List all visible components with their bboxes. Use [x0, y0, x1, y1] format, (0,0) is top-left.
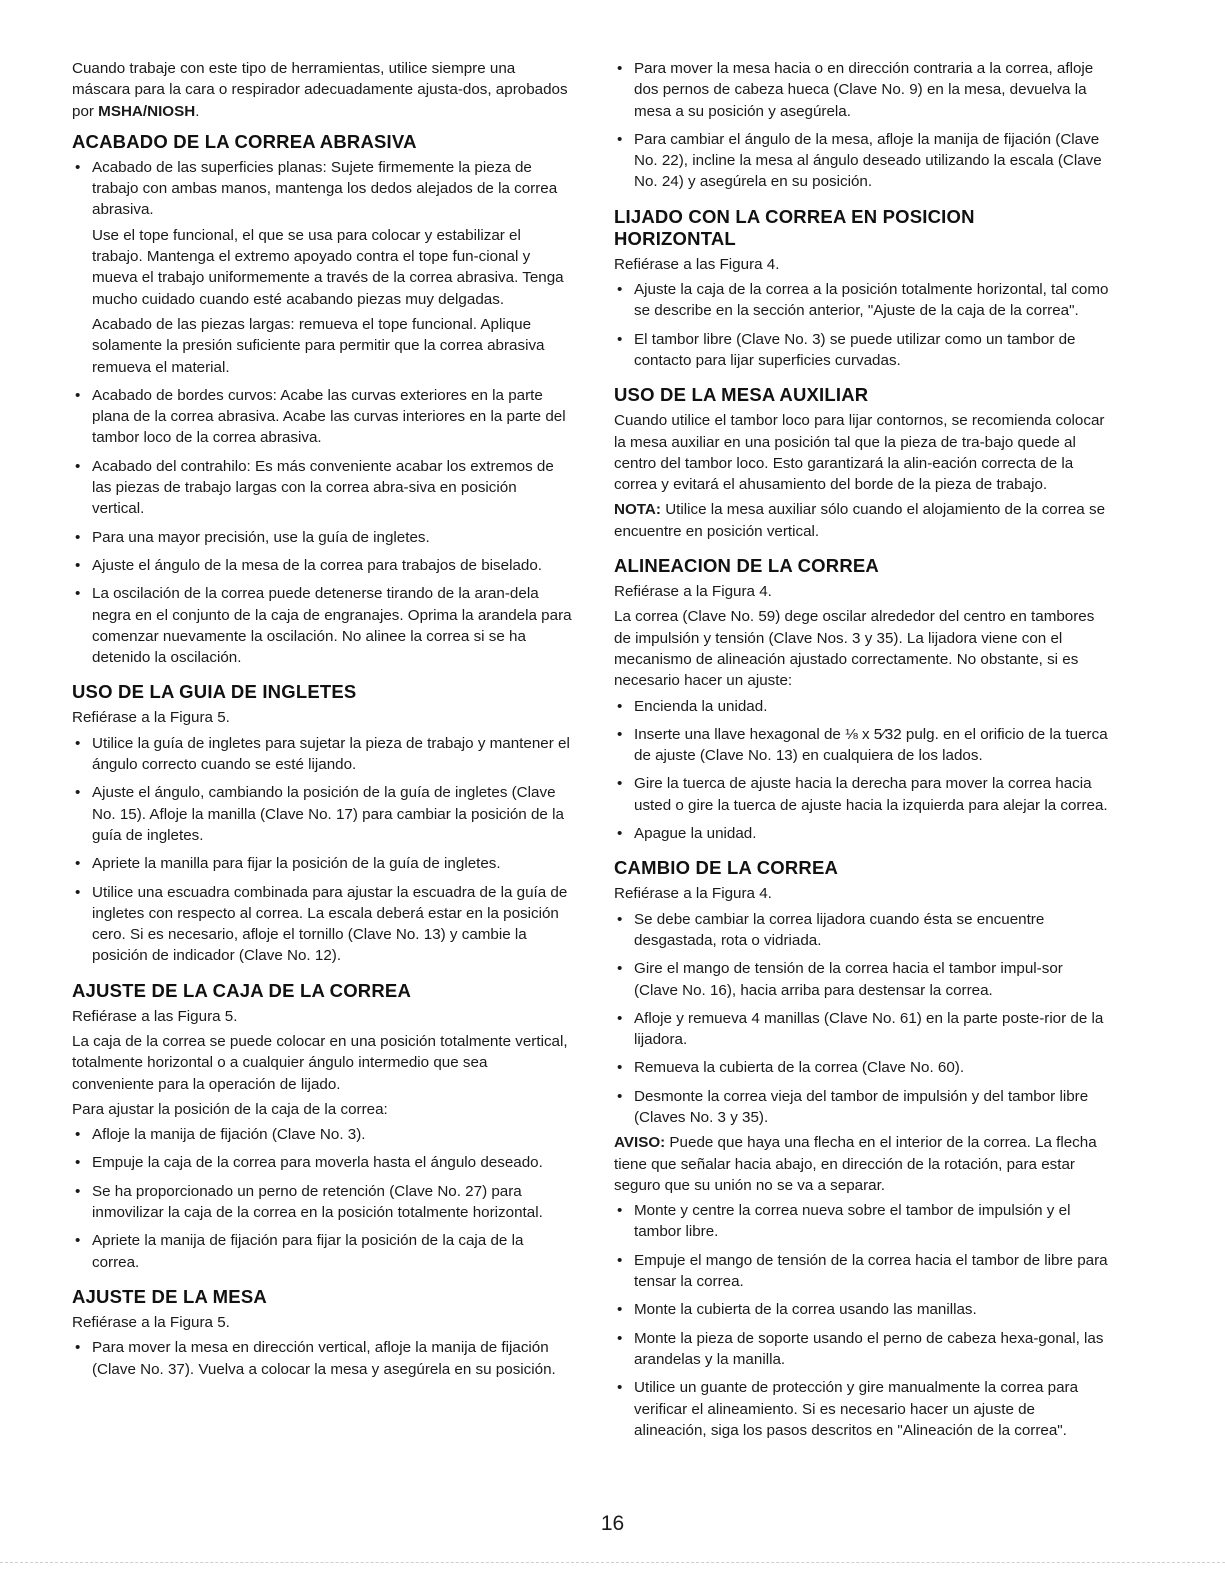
note-paragraph — [614, 499, 1110, 542]
warning-label: AVISO: — [614, 1134, 666, 1152]
list-item: • Ajuste el ángulo de la mesa de la correa para trabajos de biselado. — [72, 555, 572, 576]
section-heading-cambio: CAMBIO DE LA CORREA — [614, 857, 839, 879]
list-item: • Inserte una llave hexagonal de ⅛ x 5⁄32 pulg. en el orificio de la tuerca de ajuste (Clave No. 13) en cualquiera de los lados. — [614, 724, 1110, 767]
note-text: Utilice la mesa auxiliar sólo cuando el alojamiento de la correa se encuentre en posición vertical. — [614, 501, 1106, 540]
alineacion-list — [614, 696, 1110, 845]
section-heading-mesa: AJUSTE DE LA MESA — [72, 1285, 267, 1307]
guia-list — [72, 733, 572, 967]
list-item: • Acabado de bordes curvos: Acabe las curvas exteriores en la parte plana de la correa abrasiva. Acabe las curvas interiores en la parte del tambor loco de la correa abrasiva. — [72, 385, 572, 449]
list-item: • Ajuste la caja de la correa a la posición totalmente horizontal, tal como se describe en la sección anterior, "Ajuste de la caja de la correa". — [614, 279, 1110, 322]
heading-line: LIJADO CON LA CORREA EN POSICION — [614, 205, 975, 227]
list-item: • Acabado del contrahilo: Es más conveniente acabar los extremos de las piezas de trabajo largas con la correa abra-siva en posición vertical. — [72, 456, 572, 520]
list-item: • Apriete la manija de fijación para fijar la posición de la caja de la correa. — [72, 1230, 572, 1273]
list-item: • Monte y centre la correa nueva sobre el tambor de impulsión y el tambor libre. — [614, 1200, 1110, 1243]
intro-bold-text: MSHA/NIOSH — [98, 102, 196, 120]
right-column — [614, 58, 1110, 1448]
list-item: • Para una mayor precisión, use la guía de ingletes. — [72, 527, 572, 548]
heading-line: HORIZONTAL — [614, 227, 736, 249]
list-item: • Utilice un guante de protección y gire manualmente la correa para verificar el alineamiento. Si es necesario hacer un ajuste de alineación, siga los pasos descritos en "Alineación de la correa". — [614, 1377, 1110, 1441]
section-heading-lijado — [614, 206, 1110, 250]
figure-reference: Refiérase a la Figura 4. — [614, 885, 772, 903]
left-column — [72, 58, 572, 1387]
mesa-list — [72, 1337, 572, 1380]
figure-reference: Refiérase a las Figura 5. — [72, 1007, 238, 1025]
list-item: • Utilice una escuadra combinada para ajustar la escuadra de la guía de ingletes con respecto al correa. La escala deberá estar en la posición cero. Si es necesario, afloje el tornillo (Clave No. 13) y cambie la posición de indicador (Clave No. 12). — [72, 882, 572, 967]
list-item-text: • Acabado de las superficies planas: Sujete firmemente la pieza de trabajo con ambas manos, mantenga los dedos alejados de la correa abrasiva. — [92, 158, 558, 219]
figure-reference: Refiérase a la Figura 5. — [72, 709, 230, 727]
body-paragraph: La caja de la correa se puede colocar en una posición totalmente vertical, totalmente horizontal o a cualquier ángulo intermedio que sea conveniente para la operación de lijado. — [72, 1032, 568, 1093]
note-label: NOTA: — [614, 501, 661, 519]
list-item: • Apague la unidad. — [614, 823, 1110, 844]
figure-reference: Refiérase a la Figura 4. — [614, 583, 772, 601]
list-item: • Apriete la manilla para fijar la posición de la guía de ingletes. — [72, 853, 572, 874]
warning-text: Puede que haya una flecha en el interior de la correa. La flecha tiene que señalar hacia abajo, en dirección de la rotación, para estar seguro que su unión no se va a separar. — [614, 1134, 1097, 1194]
intro-text: Cuando trabaje con este tipo de herramientas, utilice siempre una máscara para la cara o respirador adecuadamente ajusta-dos, aprobados por — [72, 60, 568, 120]
list-item: • Desmonte la correa vieja del tambor de impulsión y del tambor libre (Claves No. 3 y 35). — [614, 1086, 1110, 1129]
list-item — [72, 157, 572, 378]
list-item: • Gire la tuerca de ajuste hacia la derecha para mover la correa hacia usted o gire la tuerca de ajuste hacia la izquierda para alejar la correa. — [614, 773, 1110, 816]
list-item: • Se debe cambiar la correa lijadora cuando ésta se encuentre desgastada, rota o vidriada. — [614, 909, 1110, 952]
section-heading-auxiliar: USO DE LA MESA AUXILIAR — [614, 384, 869, 406]
figure-reference: Refiérase a las Figura 4. — [614, 255, 780, 273]
cambio-list-2 — [614, 1200, 1110, 1441]
mesa-continued-list — [614, 58, 1110, 193]
list-item: • Monte la pieza de soporte usando el perno de cabeza hexa-gonal, las arandelas y la manilla. — [614, 1328, 1110, 1371]
list-item: • Para cambiar el ángulo de la mesa, afloje la manija de fijación (Clave No. 22), incline la mesa al ángulo deseado utilizando la escala (Clave No. 24) y asegúrela en su posición. — [614, 129, 1110, 193]
figure-reference: Refiérase a la Figura 5. — [72, 1313, 230, 1331]
list-item: • El tambor libre (Clave No. 3) se puede utilizar como un tambor de contacto para lijar superficies curvadas. — [614, 329, 1110, 372]
page-number: 16 — [600, 1512, 625, 1535]
list-item: • Para mover la mesa en dirección vertical, afloje la manija de fijación (Clave No. 37). Vuelva a colocar la mesa y asegúrela en su posición. — [72, 1337, 572, 1380]
lijado-list — [614, 279, 1110, 371]
section-heading-acabado: ACABADO DE LA CORREA ABRASIVA — [72, 130, 417, 152]
list-item: • Afloje y remueva 4 manillas (Clave No. 61) en la parte poste-rior de la lijadora. — [614, 1008, 1110, 1051]
list-item: • Empuje la caja de la correa para moverla hasta el ángulo deseado. — [72, 1152, 572, 1173]
list-item: • Encienda la unidad. — [614, 696, 1110, 717]
list-item-text: Acabado de las piezas largas: remueva el tope funcional. Aplique solamente la presión suficiente para permitir que la correa abrasiva remueva el material. — [92, 315, 545, 376]
warning-paragraph — [614, 1132, 1110, 1196]
acabado-list — [72, 157, 572, 669]
list-item: • Afloje la manija de fijación (Clave No. 3). — [72, 1124, 572, 1145]
bottom-divider — [0, 1562, 1225, 1563]
section-heading-alineacion: ALINEACION DE LA CORREA — [614, 555, 879, 577]
section-heading-caja: AJUSTE DE LA CAJA DE LA CORREA — [72, 979, 412, 1001]
list-item: • Gire el mango de tensión de la correa hacia el tambor impul-sor (Clave No. 16), hacia arriba para destensar la correa. — [614, 958, 1110, 1001]
list-item: • Ajuste el ángulo, cambiando la posición de la guía de ingletes (Clave No. 15). Afloje la manilla (Clave No. 17) para cambiar la posición de la guía de ingletes. — [72, 782, 572, 846]
intro-end: . — [195, 102, 200, 120]
body-paragraph: La correa (Clave No. 59) dege oscilar alrededor del centro en tambores de impulsión y tensión (Clave Nos. 3 y 35). La lijadora viene con el mecanismo de alineación ajustado correctamente. No obstante, si es necesario hacer un ajuste: — [614, 608, 1095, 690]
list-item: • La oscilación de la correa puede detenerse tirando de la aran-dela negra en el conjunto de la caja de engranajes. Oprima la arandela para comenzar nuevamente la oscilación. No alinee la correa si se ha detenido la oscilación. — [72, 583, 572, 668]
list-item: • Empuje el mango de tensión de la correa hacia el tambor de libre para tensar la correa. — [614, 1250, 1110, 1293]
list-item: • Utilice la guía de ingletes para sujetar la pieza de trabajo y mantener el ángulo correcto cuando se esté lijando. — [72, 733, 572, 776]
list-item: • Monte la cubierta de la correa usando las manillas. — [614, 1299, 1110, 1320]
body-paragraph: Cuando utilice el tambor loco para lijar contornos, se recomienda colocar la mesa auxiliar en una posición tal que la pieza de tra-bajo quede al centro del tambor loco. Esto garantizará la alin-eación correcta de la correa y evitará el ahusamiento del borde de la pieza de trabajo. — [614, 412, 1105, 494]
list-item: • Para mover la mesa hacia o en dirección contraria a la correa, afloje dos pernos de cabeza hueca (Clave No. 9) en la mesa, devuelva la mesa a su posición y asegúrela. — [614, 58, 1110, 122]
list-item-text: Use el tope funcional, el que se usa para colocar y estabilizar el trabajo. Mantenga el extremo apoyado contra el tope fun-cional y mueva el trabajo uniformemente a través de la correa abrasiva. Tenga mucho cuidado cuando esté acabando piezas muy delgadas. — [92, 226, 564, 308]
list-item: • Remueva la cubierta de la correa (Clave No. 60). — [614, 1057, 1110, 1078]
body-paragraph: Para ajustar la posición de la caja de la correa: — [72, 1100, 388, 1118]
intro-paragraph — [72, 58, 572, 122]
section-heading-guia: USO DE LA GUIA DE INGLETES — [72, 681, 357, 703]
caja-list — [72, 1124, 572, 1273]
list-item: • Se ha proporcionado un perno de retención (Clave No. 27) para inmovilizar la caja de la correa en la posición totalmente horizontal. — [72, 1181, 572, 1224]
cambio-list — [614, 909, 1110, 1129]
